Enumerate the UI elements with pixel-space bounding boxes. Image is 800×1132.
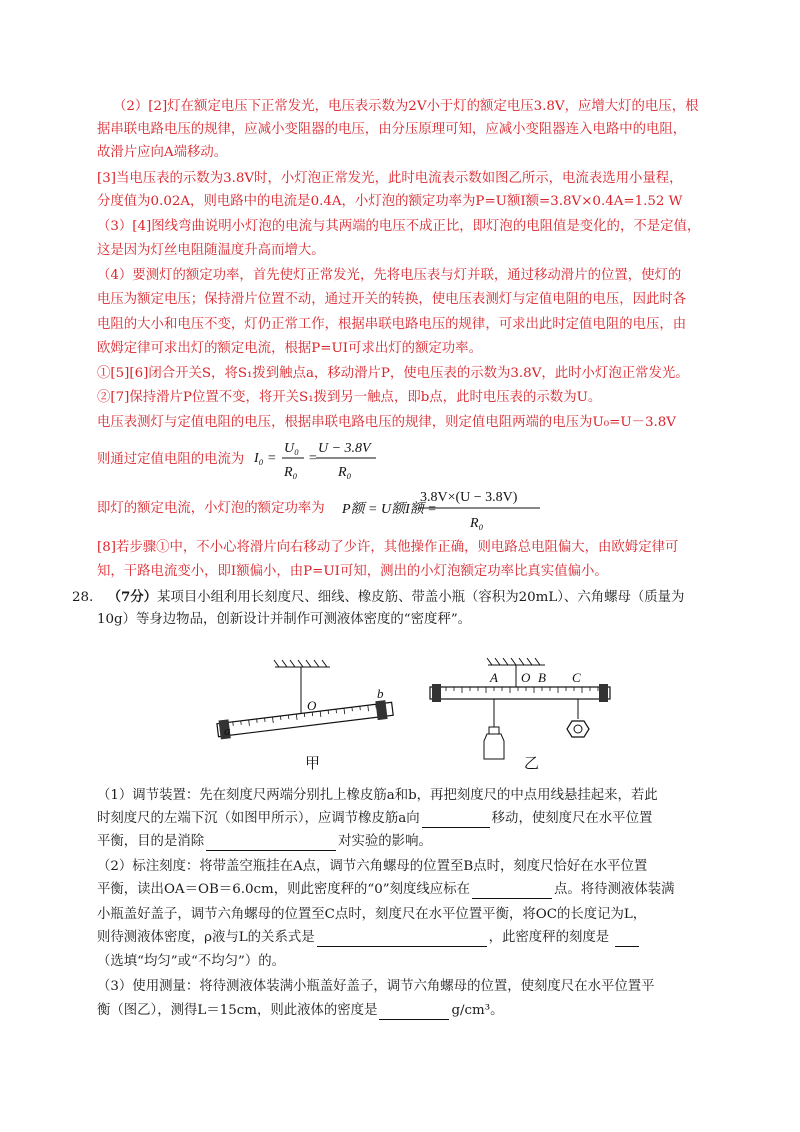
label-B: B	[538, 670, 546, 685]
solution-line: 这是因为灯丝电阻随温度升高而增大。	[97, 243, 325, 258]
part-2-text: 点。将待测液体装满	[553, 882, 675, 897]
part-3-line-1: （3）使用测量：将待测液体装满小瓶盖好盖子，调节六角螺母的位置，使刻度尺在水平位置平	[97, 979, 655, 994]
solution-line: 电阻的大小和电压不变，灯仍正常工作，根据串联电路电压的规律，可求出此时定值电阻的电压，由	[97, 317, 687, 332]
part-2-text: 平衡，读出OA＝OB＝6.0cm，则此密度秤的“0”刻度线应标在	[97, 882, 470, 897]
question-stem-2: 10g）等身边物品，创新设计并制作可测液体密度的“密度秤”。	[97, 612, 472, 627]
formula-2-den: R₀	[470, 516, 484, 531]
formula-1	[254, 432, 384, 484]
solution-line: 知，干路电流变小，即I额偏小，由P=UI可知，测出的小灯泡额定功率比真实值偏小。	[97, 564, 608, 579]
part-1-line-1: （1）调节装置：先在刻度尺两端分别扎上橡皮筋a和b，再把刻度尺的中点用线悬挂起来，若此	[97, 788, 658, 803]
formula-2-lhs: P额 = U额I额 =	[342, 502, 437, 517]
answer-blank-5[interactable]	[615, 932, 639, 947]
part-1-text: 对实验的影响。	[338, 834, 432, 849]
solution-line: 电压为额定电压；保持滑片位置不动，通过开关的转换，使电压表测灯与定值电阻的电压，因此时各	[97, 292, 687, 307]
solution-line: ①[5][6]闭合开关S，将S₁拨到触点a，移动滑片P，使电压表的示数为3.8V，此时小灯泡正常发光。	[97, 366, 689, 381]
part-2-line-2	[97, 881, 675, 899]
part-1-text: 平衡，目的是消除	[97, 834, 205, 849]
formula-2	[342, 483, 542, 535]
label-b: b	[377, 686, 384, 701]
label-o-left: O	[307, 698, 317, 713]
part-2-text: 则待测液体密度，ρ液与L的关系式是	[97, 930, 315, 945]
formula-1-prefix: 则通过定值电阻的电流为	[97, 452, 245, 467]
formula-1-den2: R₀	[338, 465, 352, 480]
answer-blank-4[interactable]	[317, 932, 487, 947]
part-1-text: 移动，使刻度尺在水平位置	[491, 811, 653, 826]
question-stem-1: 某项目小组利用长刻度尺、细线、橡皮筋、带盖小瓶（容积为20mL）、六角螺母（质量为	[157, 590, 685, 605]
formula-1-num1: U₀	[284, 441, 299, 456]
formula-1-den1: R₀	[284, 465, 298, 480]
part-3-line-2	[97, 1002, 504, 1020]
part-1-line-3	[97, 833, 432, 851]
question-points: （7分）	[107, 589, 158, 605]
formula-2-num: 3.8V×(U − 3.8V)	[420, 490, 518, 505]
solution-line: [3]当电压表的示数为3.8V时，小灯泡正常发光，此时电流表示数如图乙所示，电流表选用小量程，	[97, 171, 683, 186]
label-a: a	[224, 723, 231, 738]
solution-line: 分度值为0.02A，则电路中的电流是0.4A，小灯泡的额定功率为P=U额I额=3.8V×0.4A=1.52 W	[97, 194, 683, 209]
part-1-text: 时刻度尺的左端下沉（如图甲所示），应调节橡皮筋a向	[97, 811, 420, 826]
solution-line: [8]若步骤①中，不小心将滑片向右移动了少许，其他操作正确，则电路总电阻偏大，由欧姆定律可	[97, 540, 679, 555]
part-2-line-1: （2）标注刻度：将带盖空瓶挂在A点，调节六角螺母的位置至B点时，刻度尺恰好在水平位置	[97, 859, 648, 874]
question-stem	[72, 588, 684, 607]
label-A: A	[490, 670, 498, 685]
figure-jia	[205, 655, 405, 765]
answer-blank-2[interactable]	[206, 836, 336, 851]
label-O: O	[521, 670, 531, 685]
part-2-line-4	[97, 929, 639, 947]
part-3-text: g/cm³。	[451, 1003, 504, 1018]
caption-yi: 乙	[524, 755, 540, 772]
figure-yi	[420, 655, 620, 770]
formula-1-eq: =	[308, 451, 318, 466]
solution-line: 据串联电路电压的规律，应减小变阻器的电压，由分压原理可知，应减小变阻器连入电路中的电阻，	[97, 122, 687, 137]
answer-blank-3[interactable]	[472, 884, 552, 899]
label-C: C	[572, 670, 581, 685]
solution-line: （3）[4]图线弯曲说明小灯泡的电流与其两端的电压不成正比，即灯泡的电阻值是变化的，不是定值，	[97, 219, 701, 234]
solution-line: 故滑片应向A端移动。	[97, 145, 228, 160]
part-1-line-2	[97, 810, 652, 828]
solution-line: （2）[2]灯在额定电压下正常发光，电压表示数为2V小于灯的额定电压3.8V，应增大灯的电压，根	[113, 99, 699, 114]
answer-blank-6[interactable]	[379, 1005, 449, 1020]
formula-1-lhs: I₀ =	[254, 451, 277, 466]
solution-line: 电压表测灯与定值电阻的电压，根据串联电路电压的规律，则定值电阻两端的电压为U₀=U－3.8V	[97, 415, 676, 430]
solution-line: ②[7]保持滑片P位置不变，将开关S₁拨到另一触点，即b点，此时电压表的示数为U。	[97, 390, 602, 405]
part-2-line-3: 小瓶盖好盖子，调节六角螺母的位置至C点时，刻度尺在水平位置平衡，将OC的长度记为L，	[97, 907, 647, 922]
solution-line: 欧姆定律可求出灯的额定电流，根据P=UI可求出灯的额定功率。	[97, 341, 482, 356]
question-number: 28.	[72, 590, 94, 605]
part-2-line-5: （选填“均匀”或“不均匀”）的。	[97, 954, 286, 969]
part-3-text: 衡（图乙），测得L＝15cm，则此液体的密度是	[97, 1003, 378, 1018]
formula-1-num2: U − 3.8V	[318, 441, 371, 456]
part-2-text: ，此密度秤的刻度是	[488, 930, 610, 945]
solution-line: （4）要测灯的额定功率，首先使灯正常发光，先将电压表与灯并联，通过移动滑片的位置，使灯的	[97, 268, 682, 283]
answer-blank-1[interactable]	[422, 813, 490, 828]
caption-jia: 甲	[305, 755, 321, 772]
formula-2-prefix: 即灯的额定电流，小灯泡的额定功率为	[97, 501, 325, 516]
